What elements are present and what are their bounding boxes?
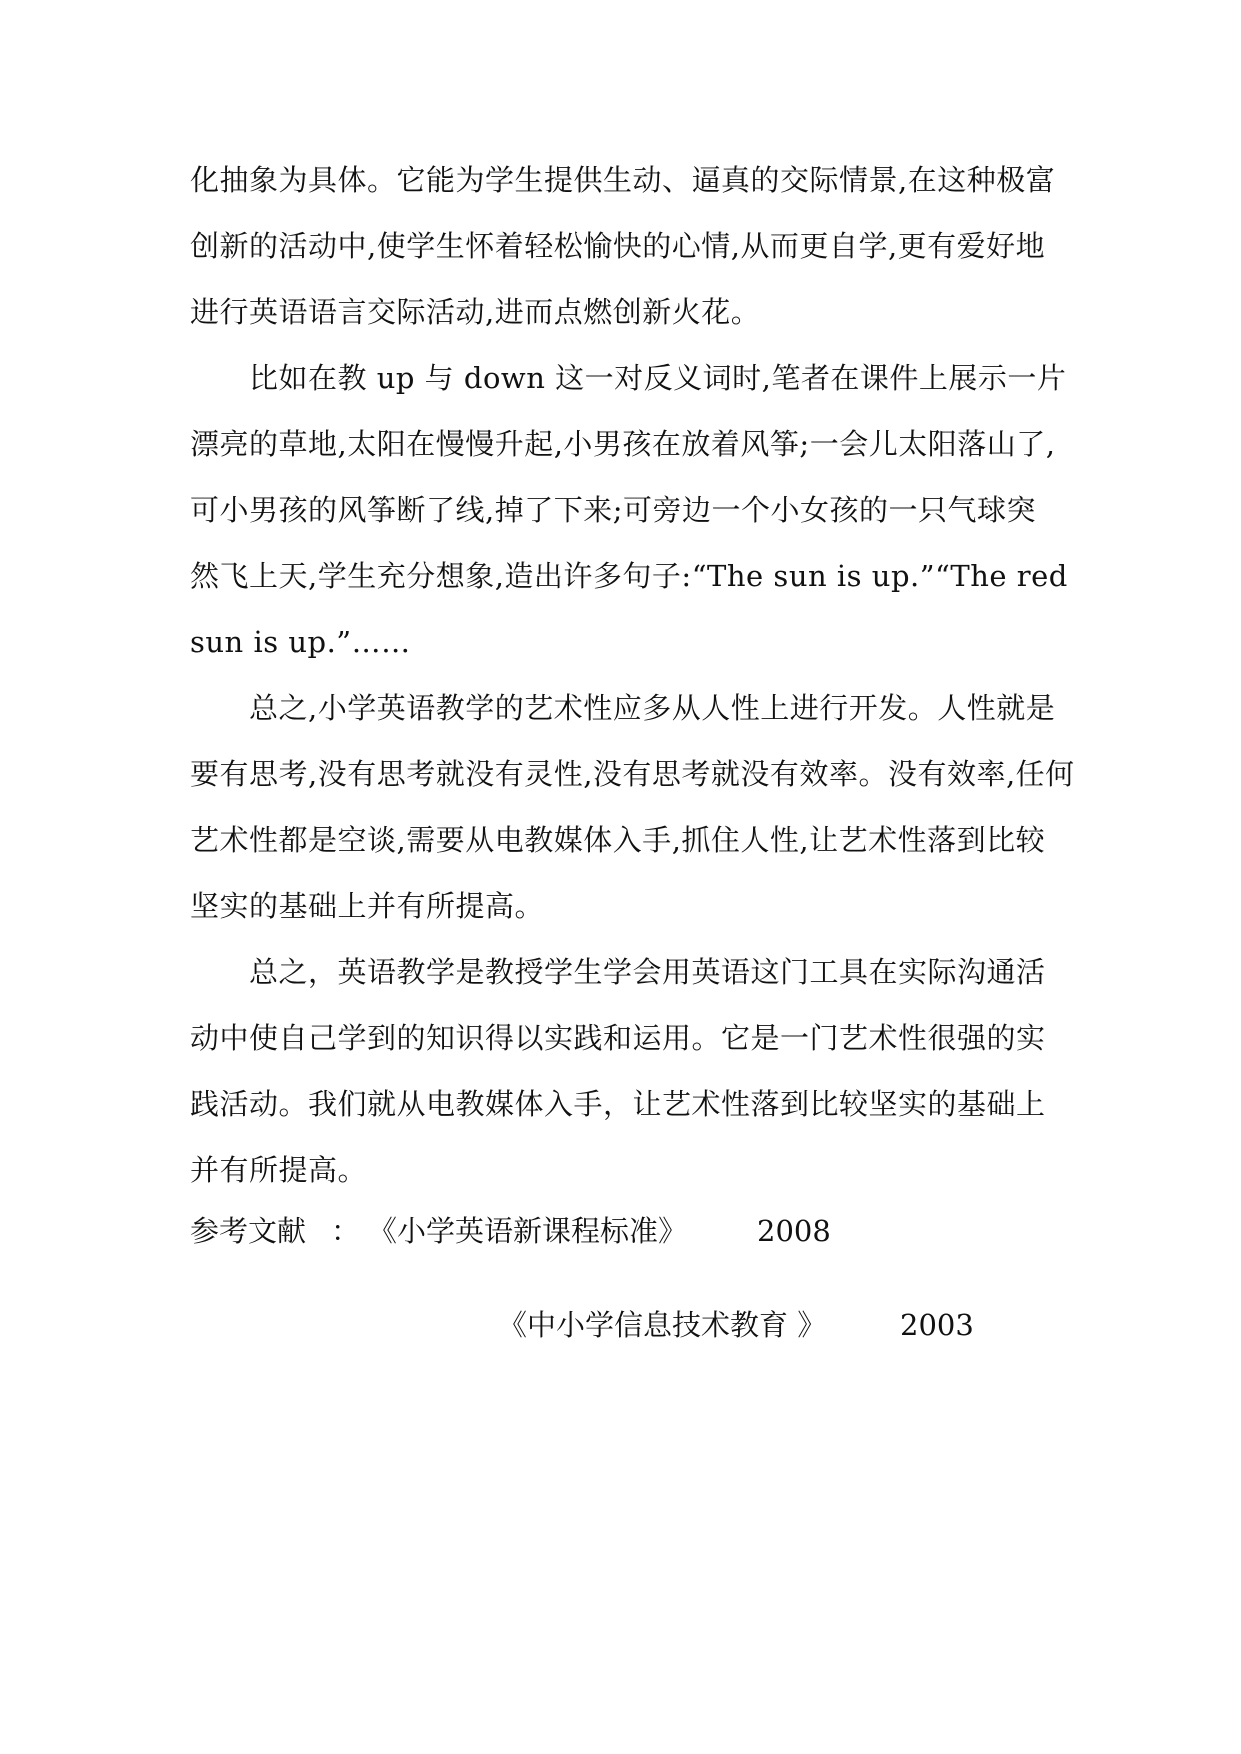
paragraph-2-line-2: 漂亮的草地,太阳在慢慢升起,小男孩在放着风筝;一会儿太阳落山了, [190,427,1056,461]
paragraph-3-line-2: 要有思考,没有思考就没有灵性,没有思考就没有效率。没有效率,任何 [190,757,1075,791]
paragraph-4-line-1: 总之，英语教学是教授学生学会用英语这门工具在实际沟通活 [249,955,1046,989]
paragraph-2-line-1: 比如在教 up 与 down 这一对反义词时,笔者在课件上展示一片 [249,361,1067,395]
paragraph-3-line-4: 坚实的基础上并有所提高。 [190,889,545,923]
references-label: 参考文献 [190,1214,307,1248]
paragraph-2-line-4: 然飞上天,学生充分想象,造出许多句子:“The sun is up.”“The red [190,559,1068,593]
paragraph-1-line-3: 进行英语语言交际活动,进而点燃创新火花。 [190,295,761,329]
reference-1-year: 2008 [757,1214,831,1248]
references-colon: ： [331,1214,361,1248]
paragraph-2-line-3: 可小男孩的风筝断了线,掉了下来;可旁边一个小女孩的一只气球突 [190,493,1036,527]
paragraph-3-line-1: 总之,小学英语教学的艺术性应多从人性上进行开发。人性就是 [249,691,1056,725]
reference-2-title: 《中小学信息技术教育 》 [498,1308,827,1342]
reference-2-year: 2003 [900,1308,974,1342]
paragraph-4-line-3: 践活动。我们就从电教媒体入手，让艺术性落到比较坚实的基础上 [190,1087,1046,1121]
paragraph-4-line-2: 动中使自己学到的知识得以实践和运用。它是一门艺术性很强的实 [190,1021,1046,1055]
paragraph-3-line-3: 艺术性都是空谈,需要从电教媒体入手,抓住人性,让艺术性落到比较 [190,823,1046,857]
paragraph-1-line-1: 化抽象为具体。它能为学生提供生动、逼真的交际情景,在这种极富 [190,163,1056,197]
paragraph-4-line-4: 并有所提高。 [190,1153,368,1187]
reference-1-title: 《小学英语新课程标准》 [368,1214,688,1248]
paragraph-2-line-5: sun is up.”…… [190,625,411,659]
paragraph-1-line-2: 创新的活动中,使学生怀着轻松愉快的心情,从而更自学,更有爱好地 [190,229,1046,263]
